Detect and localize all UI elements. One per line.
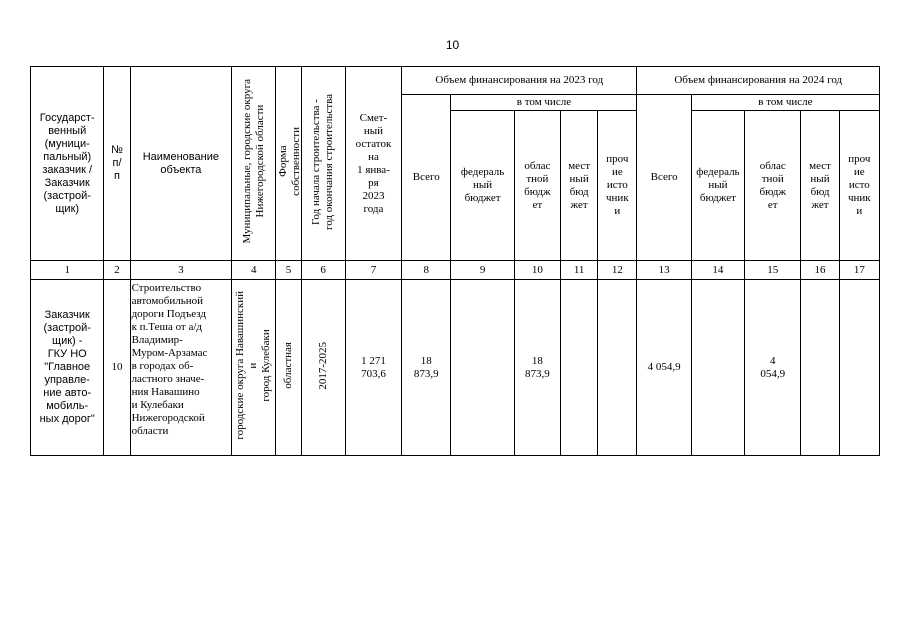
header-customer: Государст- венный (муници- пальный) заказчик / Заказчик (застрой- щик) [31, 67, 104, 261]
col-number: 15 [745, 261, 801, 280]
header-regional-2024: облас тной бюдж ет [745, 111, 801, 261]
header-estimate: Смет- ный остаток на 1 янва- ря 2023 года [345, 67, 401, 261]
header-years-cell [301, 67, 345, 261]
header-local-2023: мест ный бюд жет [561, 111, 598, 261]
col-number: 7 [345, 261, 401, 280]
header-including-2024: в том числе [691, 95, 879, 111]
row-other-2024 [839, 280, 879, 456]
row-years: 2017-2025 [316, 341, 329, 390]
column-number-row [31, 261, 880, 280]
page-number: 10 [445, 38, 460, 52]
col-number: 3 [130, 261, 232, 280]
row-regional-2024: 4 054,9 [745, 280, 801, 456]
row-other-2023 [598, 280, 637, 456]
header-municipality: Муниципальные, городские округа Нижегородской области [240, 79, 266, 244]
header-other-2023: проч ие исто чник и [598, 111, 637, 261]
row-local-2024 [801, 280, 839, 456]
header-object-name: Наименование объекта [130, 67, 232, 261]
col-number: 5 [276, 261, 301, 280]
row-total-2024: 4 054,9 [637, 280, 691, 456]
row-customer: Заказчик (застрой- щик) - ГКУ НО "Главное управле- ние авто- мобиль- ных дорог" [31, 280, 104, 456]
col-number: 13 [637, 261, 691, 280]
row-municipality-cell [232, 280, 276, 456]
row-local-2023 [561, 280, 598, 456]
row-num: 10 [104, 280, 130, 456]
header-total-2024: Всего [637, 95, 691, 261]
row-years-cell [301, 280, 345, 456]
col-number: 1 [31, 261, 104, 280]
row-federal-2023 [451, 280, 514, 456]
header-num: № п/ п [104, 67, 130, 261]
row-regional-2023: 18 873,9 [514, 280, 560, 456]
header-federal-2024: федераль ный бюджет [691, 111, 744, 261]
col-number: 6 [301, 261, 345, 280]
row-federal-2024 [691, 280, 744, 456]
header-local-2024: мест ный бюд жет [801, 111, 839, 261]
table-row [31, 280, 880, 456]
row-ownership-cell [276, 280, 301, 456]
header-total-2023: Всего [402, 95, 451, 261]
col-number: 14 [691, 261, 744, 280]
col-number: 4 [232, 261, 276, 280]
header-fin-2023: Объем финансирования на 2023 год [402, 67, 637, 95]
col-number: 11 [561, 261, 598, 280]
header-regional-2023: облас тной бюдж ет [514, 111, 560, 261]
header-including-2023: в том числе [451, 95, 637, 111]
col-number: 2 [104, 261, 130, 280]
col-number: 10 [514, 261, 560, 280]
row-ownership: областная [281, 342, 294, 389]
col-number: 16 [801, 261, 839, 280]
row-object-name: Строительство автомобильной дороги Подъезд к п.Теша от а/д Владимир- Муром-Арзамас в городах об- ластного значе- ния Навашино и Кулебаки Нижегородской области [130, 280, 232, 456]
row-total-2023: 18 873,9 [402, 280, 451, 456]
header-municipality-cell [232, 67, 276, 261]
header-ownership-cell [276, 67, 301, 261]
header-other-2024: проч ие исто чник и [839, 111, 879, 261]
header-ownership: Форма собственности [277, 127, 303, 196]
header-fin-2024: Объем финансирования на 2024 год [637, 67, 880, 95]
col-number: 9 [451, 261, 514, 280]
col-number: 17 [839, 261, 879, 280]
header-years: Год начала строительства - год окончания строительства [310, 93, 336, 230]
row-municipality: городские округа Навашинский и город Кулебаки [234, 291, 273, 440]
col-number: 12 [598, 261, 637, 280]
financing-table [30, 66, 880, 456]
row-estimate: 1 271 703,6 [345, 280, 401, 456]
col-number: 8 [402, 261, 451, 280]
header-federal-2023: федераль ный бюджет [451, 111, 514, 261]
